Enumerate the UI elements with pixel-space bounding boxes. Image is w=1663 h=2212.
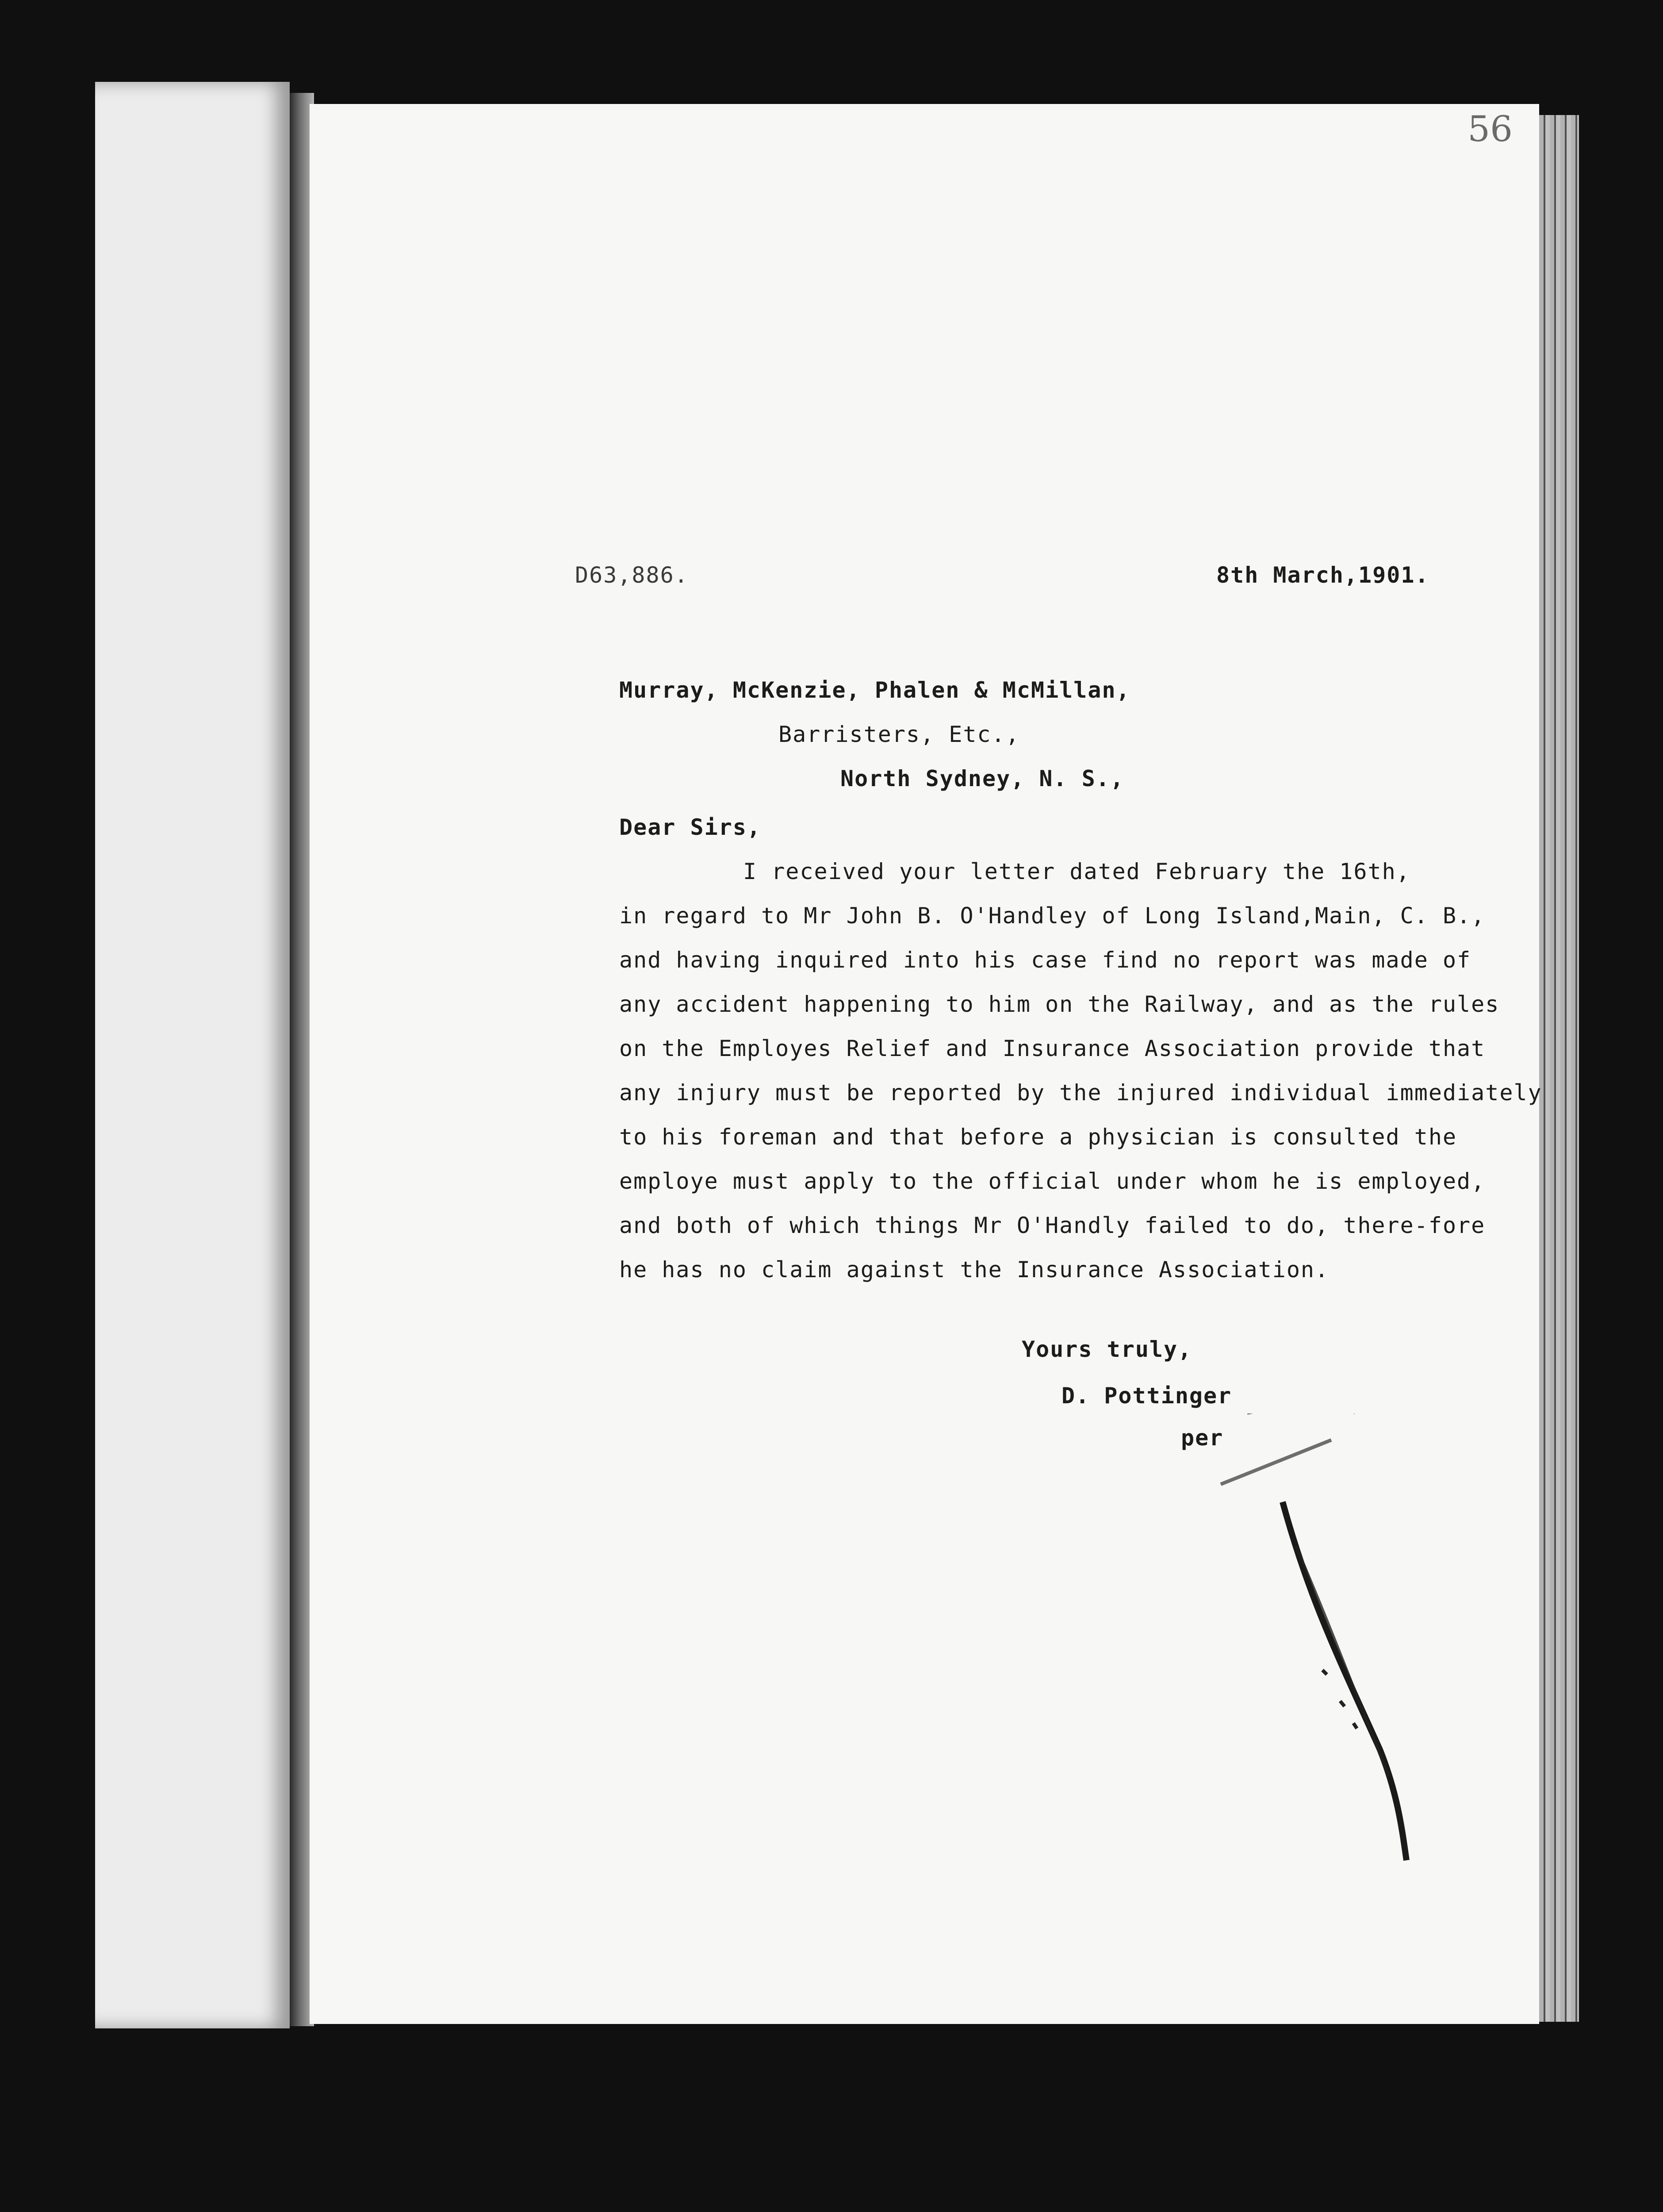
body-line: he has no claim against the Insurance Association. (619, 1257, 1330, 1283)
body-line: employe must apply to the official under whom he is employed, (619, 1168, 1486, 1194)
body-line: on the Employes Relief and Insurance Association provide that (619, 1036, 1486, 1061)
address-line-1: Murray, McKenzie, Phalen & McMillan, (619, 677, 1130, 703)
letter-reference: D63,886. (575, 562, 689, 588)
body-line: any injury must be reported by the injured individual immediately (619, 1080, 1542, 1106)
letter-date: 8th March,1901. (1216, 562, 1429, 588)
per-mark: per (1181, 1425, 1224, 1451)
body-line: and both of which things Mr O'Handly failed to do, there-fore (619, 1213, 1486, 1238)
closing: Yours truly, (1022, 1336, 1192, 1362)
address-line-2: Barristers, Etc., (778, 722, 1020, 747)
body-line: any accident happening to him on the Railway, and as the rules (619, 991, 1500, 1017)
body-line: I received your letter dated February the 16th, (743, 859, 1410, 884)
letter-page (310, 104, 1542, 2024)
body-line: to his foreman and that before a physician is consulted the (619, 1124, 1457, 1150)
page-stack-edges (1539, 115, 1579, 2022)
body-line: and having inquired into his case find no report was made of (619, 947, 1471, 973)
salutation: Dear Sirs, (619, 814, 762, 840)
signatory-name: D. Pottinger (1061, 1383, 1232, 1409)
address-line-3: North Sydney, N. S., (840, 766, 1125, 791)
body-line: in regard to Mr John B. O'Handley of Long Island,Main, C. B., (619, 903, 1486, 929)
facing-page-edge (95, 82, 290, 2028)
handwritten-signature-stroke (1194, 1413, 1415, 1989)
folio-number: 56 (1468, 108, 1513, 150)
